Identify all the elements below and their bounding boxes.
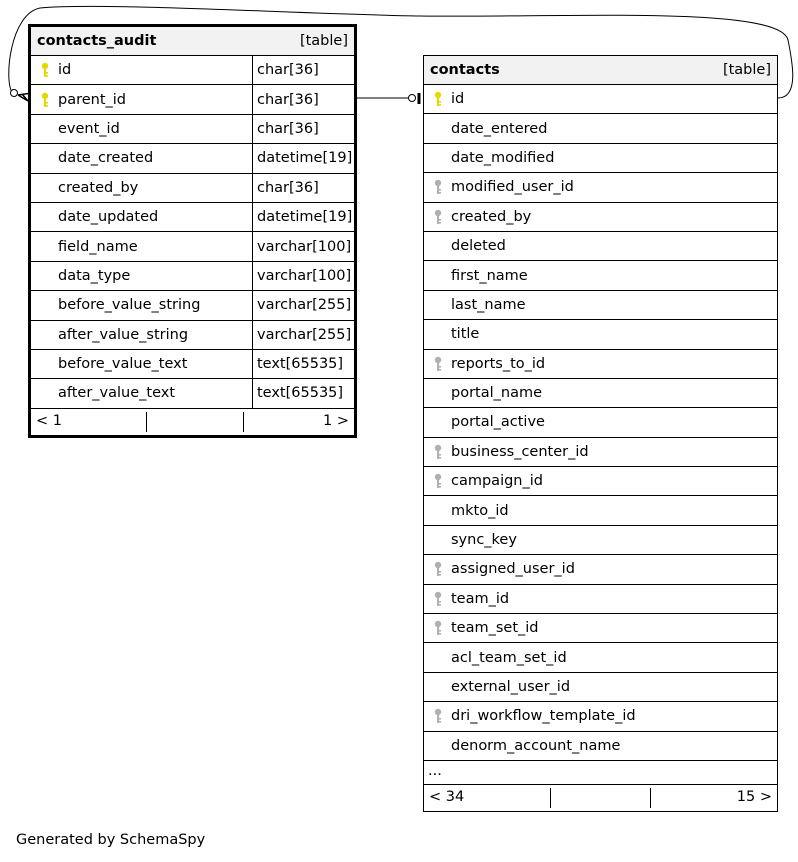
column-row[interactable] [424,614,777,643]
column-name-cell [31,262,252,290]
column-name: denorm_account_name [451,737,621,754]
footer-divider [146,412,147,432]
primary-key-icon [31,92,58,108]
column-name: assigned_user_id [451,561,575,578]
column-row[interactable] [424,408,777,437]
column-row[interactable] [424,350,777,379]
column-name: business_center_id [451,443,589,460]
column-row[interactable] [31,232,354,261]
column-name: acl_team_set_id [451,649,567,666]
column-name: sync_key [451,532,517,549]
column-name: deleted [451,238,506,255]
column-name-cell [424,173,777,201]
column-name-cell [31,144,252,172]
column-row[interactable] [424,114,777,143]
column-name-cell [424,673,777,701]
foreign-key-icon [424,620,451,636]
column-name-cell [31,56,252,84]
column-type: char[36] [252,56,319,84]
column-type: varchar[255] [252,321,351,349]
column-row[interactable] [424,173,777,202]
column-name-cell [31,85,252,113]
column-type: varchar[100] [252,262,351,290]
column-name: last_name [451,296,526,313]
column-row[interactable] [424,643,777,672]
column-row[interactable] [31,144,354,173]
column-row[interactable] [424,379,777,408]
column-name-cell [424,144,777,172]
column-row[interactable] [424,320,777,349]
column-name-cell [424,232,777,260]
footer-divider [243,412,244,432]
column-name: campaign_id [451,473,543,490]
column-type: text[65535] [252,379,343,407]
column-name: created_by [451,208,532,225]
column-name: parent_id [58,91,127,108]
column-row[interactable] [31,262,354,291]
column-name-cell [424,291,777,319]
column-name-cell [31,174,252,202]
column-name-cell [31,321,252,349]
column-row[interactable] [31,379,354,408]
footer-parents-count: 15 > [736,788,772,805]
generator-credit: Generated by SchemaSpy [16,832,206,848]
table-contacts[interactable] [423,55,778,812]
column-type: char[36] [252,85,319,113]
column-name-cell [424,350,777,378]
column-row[interactable] [424,291,777,320]
column-name-cell [31,115,252,143]
column-type: datetime[19] [252,144,352,172]
footer-divider [650,788,651,808]
column-name: id [58,62,72,79]
column-name-cell [424,320,777,348]
relation-optional-marker [409,95,416,102]
table-footer [424,785,777,811]
column-row[interactable] [424,144,777,173]
foreign-key-icon [424,209,451,225]
column-name-cell [424,526,777,554]
foreign-key-icon [424,708,451,724]
column-name: team_id [451,590,510,607]
column-name: modified_user_id [451,179,574,196]
relation-optional-marker-left [11,90,18,97]
footer-divider [550,788,551,808]
footer-children-count: < 1 [36,412,62,429]
column-name-cell [31,350,252,378]
column-name: reports_to_id [451,355,546,372]
column-name: date_modified [451,149,555,166]
footer-children-count: < 34 [429,788,465,805]
column-name: date_updated [58,209,159,226]
column-row[interactable] [424,732,777,761]
column-name-cell [424,555,777,583]
column-name: title [451,326,480,343]
column-name-cell [424,203,777,231]
column-name-cell [424,585,777,613]
table-name: contacts_audit [37,33,157,49]
column-row[interactable] [31,350,354,379]
column-name-cell [424,261,777,289]
foreign-key-icon [424,356,451,372]
column-type: char[36] [252,174,319,202]
column-name: data_type [58,267,131,284]
column-name-cell [424,496,777,524]
column-name: id [451,91,465,108]
foreign-key-icon [424,591,451,607]
column-row[interactable] [31,174,354,203]
column-name: after_value_string [58,326,189,343]
column-row[interactable] [31,115,354,144]
column-row[interactable] [424,555,777,584]
column-name-cell [424,379,777,407]
column-row[interactable] [424,585,777,614]
column-type: datetime[19] [252,203,352,231]
column-name: external_user_id [451,679,571,695]
column-row[interactable] [424,673,777,702]
column-name: before_value_string [58,297,201,314]
column-name: team_set_id [451,620,539,637]
column-row[interactable] [31,321,354,350]
primary-key-icon [424,91,451,107]
table-kind: [table] [722,62,771,78]
column-row[interactable] [424,467,777,496]
column-type: char[36] [252,115,319,143]
column-type: text[65535] [252,350,343,378]
column-name-cell [424,85,777,113]
column-name-cell [424,614,777,642]
column-name-cell [424,438,777,466]
column-name: first_name [451,267,528,284]
column-name: field_name [58,238,138,255]
more-columns: ... [424,761,777,785]
foreign-key-icon [424,473,451,489]
table-header[interactable] [424,56,777,85]
footer-parents-count: 1 > [323,412,349,429]
column-name-cell [424,467,777,495]
foreign-key-icon [424,561,451,577]
column-row[interactable] [424,232,777,261]
column-row[interactable] [424,261,777,290]
column-row[interactable] [424,702,777,731]
column-name-cell [424,702,777,730]
column-name: date_entered [451,120,548,137]
table-name: contacts [430,62,500,78]
table-kind: [table] [299,33,348,49]
column-row[interactable] [424,203,777,232]
column-name: created_by [58,179,139,196]
column-name-cell [424,114,777,142]
column-name: before_value_text [58,356,188,373]
column-name-cell [424,643,777,671]
column-name-cell [31,291,252,319]
column-type: varchar[255] [252,291,351,319]
column-name-cell [424,732,777,760]
column-name-cell [31,203,252,231]
table-contacts-audit[interactable] [28,24,357,438]
foreign-key-icon [424,179,451,195]
column-name-cell [31,379,252,407]
foreign-key-icon [424,444,451,460]
column-row[interactable] [424,526,777,555]
primary-key-icon [31,62,58,78]
column-row[interactable] [31,85,354,114]
column-name-cell [424,408,777,436]
column-row[interactable] [31,291,354,320]
column-type: varchar[100] [252,232,351,260]
column-row[interactable] [31,56,354,85]
column-row[interactable] [424,496,777,525]
column-name: portal_active [451,414,545,431]
column-name: after_value_text [58,385,176,402]
column-name: dri_workflow_template_id [451,708,636,725]
column-name: mkto_id [451,502,509,519]
column-name-cell [31,232,252,260]
column-name: event_id [58,120,120,137]
table-header[interactable] [31,27,354,56]
table-footer [31,409,354,435]
column-name: portal_name [451,385,543,402]
column-row[interactable] [424,438,777,467]
column-row[interactable] [31,203,354,232]
column-row[interactable] [424,85,777,114]
column-name: date_created [58,150,154,167]
